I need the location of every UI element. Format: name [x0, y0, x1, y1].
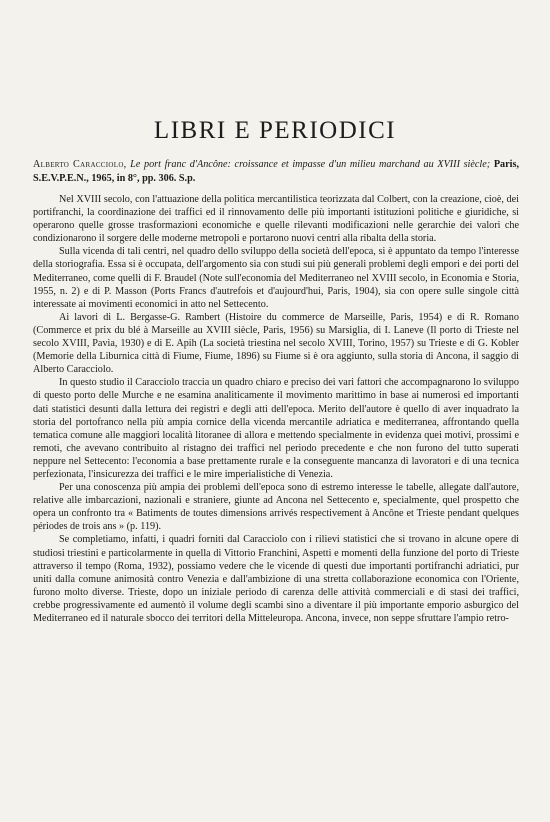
paragraph: In questo studio il Caracciolo traccia un quadro chiaro e preciso dei vari fattori che accompagnarono lo sviluppo di questo porto delle Murche e ne esamina analiticamente il movimento marittimo in base ai numerosi ed importanti dati statistici desunti dalla lettura dei registri e degli atti dell'epoca. Merito dell'autore è quello di aver inquadrato la storia del portofranco nella più ampia cornice della vicenda mercantile adriatica e mediterranea, affrontando quella tematica comune alle maggiori località litoranee di allora e mettendo specialmente in evidenza quei motivi, prossimi e remoti, che avevano contribuito al ristagno dei traffici nel periodo precedente e che non furono del tutto superati neppure nel Settecento: l'economia a base prettamente rurale e la conseguente mancanza di lavoratori e di una tecnica perfezionata, l'insicurezza dei traffici e le mire imperialistiche di Venezia.: [33, 377, 519, 480]
review-body: [33, 193, 519, 625]
citation-author: Alberto Caracciolo,: [33, 159, 127, 170]
paragraph: Per una conoscenza più ampia dei problemi dell'epoca sono di estremo interesse le tabelle, allegate dall'autore, relative alle imbarcazioni, nazionali e straniere, giunte ad Ancona nel Settecento e, specialmente, quel prospetto che opera un confronto tra « Batiments de toutes dimensions arrivés respectivement à Ancône et Trieste pendant quelques périodes de trois ans » (p. 119).: [33, 482, 519, 533]
paragraph: Nel XVIII secolo, con l'attuazione della politica mercantilistica teorizzata dal Colbert, con la creazione, cioè, dei portifranchi, la coordinazione dei traffici ed il rinnovamento delle più importanti istituzioni politiche e giuridiche, si operarono quelle grosse trasformazioni economiche e quelle rilevanti modificazioni nelle gerarchie dei valori che condizionarono il sorgere delle moderne metropoli e portarono nuovi centri alla ribalta della storia.: [33, 194, 519, 245]
book-citation: [33, 158, 519, 186]
section-heading: LIBRI E PERIODICI: [153, 116, 397, 144]
paragraph: Se completiamo, infatti, i quadri forniti dal Caracciolo con i rilievi statistici che si trovano in alcune opere di studiosi triestini e particolarmente in quella di Vittorio Franchini, Aspetti e momenti della funzione del porto di Trieste attraverso il tempo (Roma, 1932), possiamo vedere che le vicende di questi due importanti portifranchi adriatici, pur uniti dalla comune animosità contro Venezia e dall'ambizione di una stretta collaborazione economica con l'Oriente, furono molto diverse. Trieste, dopo un iniziale periodo di carenza delle attività commerciali e di stasi dei traffici, crebbe progressivamente ed aumentò il volume degli scambi sino a diventare il più importante emporio asburgico del Mediterraneo ed il naturale sbocco dei territori della Mitteleuropa. Ancona, invece, non seppe sfruttare l'ampio retro-: [33, 534, 519, 624]
paragraph: Sulla vicenda di tali centri, nel quadro dello sviluppo della società dell'epoca, si è appuntato da tempo l'interesse della storiografia. Essa si è occupata, dell'argomento sia con studi sui più generali problemi degli empori e dei porti del Mediterraneo, come quelli di F. Braudel (Note sull'economia del Mediterraneo nel XVIII secolo, in Economia e Storia, 1955, n. 2) e di P. Masson (Ports Francs d'autrefois et d'aujourd'hui, Paris, 1904), sia con opere sulle singole città interessate ai movimenti economici in atto nel Settecento.: [33, 246, 519, 310]
citation-title: Le port franc d'Ancône: croissance et impasse d'un milieu marchand au XVIII siècle;: [130, 159, 491, 170]
citation-publisher: Paris, S.E.V.P.E.N., 1965, in 8°, pp. 306. S.p.: [33, 159, 519, 184]
paragraph: Ai lavori di L. Bergasse-G. Rambert (Histoire du commerce de Marseille, Paris, 1954) e di R. Romano (Commerce et prix du blé à Marseille au XVIII siècle, Paris, 1956) su Marsiglia, di I. Laneve (Il porto di Trieste nel secolo XVIII, Pavia, 1930) e di E. Apih (La società triestina nel secolo XVIII, Torino, 1957) su Trieste e di G. Kobler (Memorie della Liburnica città di Fiume, Fiume, 1896) su Fiume si è ora aggiunto, sulla storia di Ancona, il saggio di Alberto Caracciolo.: [33, 311, 519, 376]
